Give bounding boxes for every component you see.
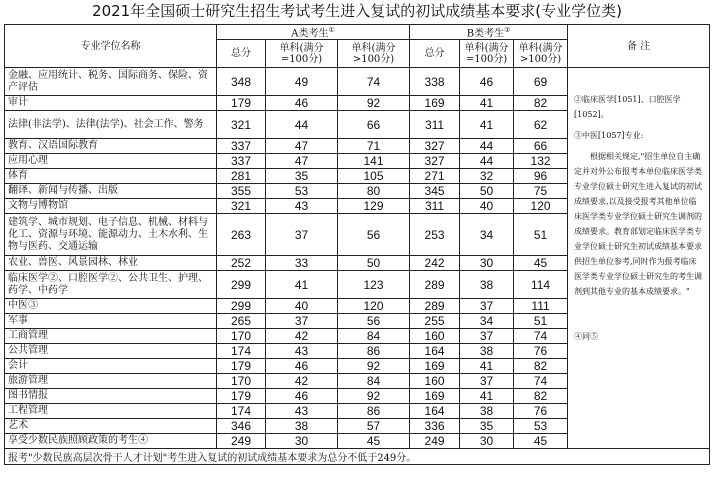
score-b-1: 34 — [460, 214, 514, 256]
score-b-0: 271 — [410, 169, 460, 184]
score-a-2: 120 — [338, 299, 410, 314]
score-a-1: 33 — [266, 256, 338, 271]
row-name: 军事 — [5, 314, 217, 329]
score-a-0: 265 — [217, 314, 266, 329]
score-a-1: 43 — [266, 199, 338, 214]
score-a-2: 56 — [338, 214, 410, 256]
score-a-2: 84 — [338, 374, 410, 389]
header-row-1 — [5, 25, 710, 40]
score-b-1: 30 — [460, 256, 514, 271]
footer-note: 报考"少数民族高层次骨干人才计划"考生进入复试的初试成绩基本要求为总分不低于249分。 — [5, 449, 710, 465]
page-title: 2021年全国硕士研究生招生考试考生进入复试的初试成绩基本要求(专业学位类) — [92, 2, 622, 20]
score-b-2: 96 — [514, 169, 568, 184]
score-b-1: 44 — [460, 154, 514, 169]
row-name: 会计 — [5, 359, 217, 374]
score-b-2: 82 — [514, 96, 568, 111]
row-name: 临床医学②、口腔医学②、公共卫生、护理、药学、中药学 — [5, 271, 217, 299]
score-a-2: 66 — [338, 111, 410, 139]
score-b-1: 41 — [460, 111, 514, 139]
score-b-0: 242 — [410, 256, 460, 271]
score-b-2: 114 — [514, 271, 568, 299]
row-name: 艺术 — [5, 419, 217, 434]
score-b-1: 38 — [460, 271, 514, 299]
header-b-total: 总分 — [410, 40, 460, 68]
score-b-0: 160 — [410, 374, 460, 389]
header-remarks: 备 注 — [568, 25, 710, 68]
score-b-2: 51 — [514, 314, 568, 329]
score-b-1: 38 — [460, 404, 514, 419]
score-b-0: 289 — [410, 299, 460, 314]
table-row — [5, 68, 710, 96]
score-b-1: 37 — [460, 374, 514, 389]
row-name: 法律(非法学)、法律(法学)、社会工作、警务 — [5, 111, 217, 139]
score-b-2: 120 — [514, 199, 568, 214]
header-a-single100: 单科(满分 =100分) — [266, 40, 338, 68]
score-b-2: 132 — [514, 154, 568, 169]
score-b-0: 164 — [410, 344, 460, 359]
remark-line-3: ④同⑤ — [574, 332, 599, 342]
row-name: 建筑学、城市规划、电子信息、机械、材料与化工、资源与环境、能源动力、土木水利、生物与医药、交通运输 — [5, 214, 217, 256]
score-b-1: 30 — [460, 434, 514, 449]
score-b-1: 32 — [460, 169, 514, 184]
score-a-0: 281 — [217, 169, 266, 184]
score-b-1: 37 — [460, 299, 514, 314]
score-b-0: 336 — [410, 419, 460, 434]
score-b-0: 160 — [410, 329, 460, 344]
score-a-2: 45 — [338, 434, 410, 449]
score-b-1: 35 — [460, 419, 514, 434]
row-name: 工商管理 — [5, 329, 217, 344]
score-a-0: 348 — [217, 68, 266, 96]
score-a-1: 40 — [266, 299, 338, 314]
score-b-0: 253 — [410, 214, 460, 256]
score-b-1: 34 — [460, 314, 514, 329]
score-a-1: 46 — [266, 389, 338, 404]
score-b-2: 74 — [514, 374, 568, 389]
score-a-1: 47 — [266, 154, 338, 169]
score-b-1: 40 — [460, 199, 514, 214]
header-group-a: A类考生① — [217, 25, 410, 40]
header-group-b: B类考生① — [410, 25, 568, 40]
score-b-0: 311 — [410, 111, 460, 139]
score-b-2: 45 — [514, 434, 568, 449]
score-a-0: 321 — [217, 199, 266, 214]
score-b-2: 76 — [514, 404, 568, 419]
score-b-0: 327 — [410, 139, 460, 154]
score-a-1: 46 — [266, 359, 338, 374]
score-a-1: 35 — [266, 169, 338, 184]
score-a-1: 43 — [266, 404, 338, 419]
row-name: 图书情报 — [5, 389, 217, 404]
score-b-2: 53 — [514, 419, 568, 434]
score-b-1: 41 — [460, 359, 514, 374]
score-a-2: 50 — [338, 256, 410, 271]
score-a-2: 123 — [338, 271, 410, 299]
row-name: 旅游管理 — [5, 374, 217, 389]
score-b-2: 74 — [514, 329, 568, 344]
score-a-1: 42 — [266, 374, 338, 389]
score-a-1: 46 — [266, 96, 338, 111]
score-a-2: 129 — [338, 199, 410, 214]
remark-line-1: ②临床医学[1051]、口腔医学[1052]。 — [574, 95, 681, 120]
row-name: 农业、兽医、风景园林、林业 — [5, 256, 217, 271]
score-b-2: 69 — [514, 68, 568, 96]
score-a-2: 71 — [338, 139, 410, 154]
score-b-2: 45 — [514, 256, 568, 271]
score-a-1: 38 — [266, 419, 338, 434]
row-name: 翻译、新闻与传播、出版 — [5, 184, 217, 199]
header-a-total: 总分 — [217, 40, 266, 68]
score-a-2: 92 — [338, 96, 410, 111]
score-b-0: 169 — [410, 96, 460, 111]
score-a-2: 84 — [338, 329, 410, 344]
score-a-0: 249 — [217, 434, 266, 449]
score-a-0: 252 — [217, 256, 266, 271]
score-a-0: 346 — [217, 419, 266, 434]
remarks-cell — [568, 68, 710, 449]
score-b-0: 345 — [410, 184, 460, 199]
row-name: 审计 — [5, 96, 217, 111]
remark-line-2: ③中医[1057]专业: — [574, 131, 644, 141]
score-b-2: 62 — [514, 111, 568, 139]
row-name: 工程管理 — [5, 404, 217, 419]
row-name: 应用心理 — [5, 154, 217, 169]
score-b-1: 44 — [460, 139, 514, 154]
header-b-single100p: 单科(满分 >100分) — [514, 40, 568, 68]
score-a-2: 80 — [338, 184, 410, 199]
score-a-1: 42 — [266, 329, 338, 344]
score-a-2: 86 — [338, 344, 410, 359]
score-a-1: 44 — [266, 111, 338, 139]
score-b-0: 169 — [410, 389, 460, 404]
score-a-1: 37 — [266, 214, 338, 256]
row-name: 体育 — [5, 169, 217, 184]
score-b-0: 311 — [410, 199, 460, 214]
score-a-0: 299 — [217, 299, 266, 314]
score-b-0: 289 — [410, 271, 460, 299]
header-name: 专业学位名称 — [5, 25, 217, 68]
score-a-2: 56 — [338, 314, 410, 329]
score-b-1: 41 — [460, 389, 514, 404]
header-a-single100p: 单科(满分 >100分) — [338, 40, 410, 68]
score-a-0: 321 — [217, 111, 266, 139]
score-a-2: 86 — [338, 404, 410, 419]
score-a-0: 263 — [217, 214, 266, 256]
score-a-0: 179 — [217, 96, 266, 111]
score-a-2: 105 — [338, 169, 410, 184]
score-b-0: 164 — [410, 404, 460, 419]
score-b-0: 249 — [410, 434, 460, 449]
score-a-1: 41 — [266, 271, 338, 299]
score-b-2: 82 — [514, 389, 568, 404]
score-b-2: 51 — [514, 214, 568, 256]
row-name: 公共管理 — [5, 344, 217, 359]
score-b-1: 37 — [460, 329, 514, 344]
score-a-0: 170 — [217, 329, 266, 344]
score-a-0: 174 — [217, 404, 266, 419]
row-name: 金融、应用统计、税务、国际商务、保险、资产评估 — [5, 68, 217, 96]
row-name: 文物与博物馆 — [5, 199, 217, 214]
score-b-1: 50 — [460, 184, 514, 199]
row-name: 教育、汉语国际教育 — [5, 139, 217, 154]
score-a-1: 49 — [266, 68, 338, 96]
score-a-2: 141 — [338, 154, 410, 169]
score-a-0: 355 — [217, 184, 266, 199]
score-b-2: 111 — [514, 299, 568, 314]
score-b-2: 76 — [514, 344, 568, 359]
row-name: 享受少数民族照顾政策的考生④ — [5, 434, 217, 449]
score-b-0: 327 — [410, 154, 460, 169]
score-a-1: 37 — [266, 314, 338, 329]
score-a-1: 43 — [266, 344, 338, 359]
header-b-single100: 单科(满分 =100分) — [460, 40, 514, 68]
score-a-0: 174 — [217, 344, 266, 359]
score-b-2: 75 — [514, 184, 568, 199]
score-b-0: 338 — [410, 68, 460, 96]
score-b-1: 41 — [460, 96, 514, 111]
score-table — [4, 24, 710, 465]
score-b-1: 46 — [460, 68, 514, 96]
score-a-2: 74 — [338, 68, 410, 96]
score-a-2: 92 — [338, 389, 410, 404]
score-a-2: 57 — [338, 419, 410, 434]
score-b-1: 38 — [460, 344, 514, 359]
score-a-1: 53 — [266, 184, 338, 199]
score-a-0: 337 — [217, 139, 266, 154]
score-a-0: 179 — [217, 389, 266, 404]
score-a-2: 92 — [338, 359, 410, 374]
score-a-1: 30 — [266, 434, 338, 449]
remark-body: 根据相关规定,"招生单位自主确定并对外公布报考本单位临床医学类专业学位硕士研究生进入复试的初试成绩要求,以及接受报考其他单位临床医学类专业学位硕士研究生调剂的成绩要求。教育部划定临床医学类专业学位硕士研究生初试成绩基本要求供招生单位参考,同时作为报考临床医学类专业学位硕士研究生的考生调剂到其他专业的基本成绩要求。" — [574, 152, 703, 297]
score-b-0: 255 — [410, 314, 460, 329]
score-a-0: 299 — [217, 271, 266, 299]
footer-row — [5, 449, 710, 465]
row-name: 中医③ — [5, 299, 217, 314]
score-b-2: 82 — [514, 359, 568, 374]
score-a-0: 337 — [217, 154, 266, 169]
score-a-1: 47 — [266, 139, 338, 154]
score-b-2: 66 — [514, 139, 568, 154]
score-a-0: 170 — [217, 374, 266, 389]
score-b-0: 169 — [410, 359, 460, 374]
score-a-0: 179 — [217, 359, 266, 374]
